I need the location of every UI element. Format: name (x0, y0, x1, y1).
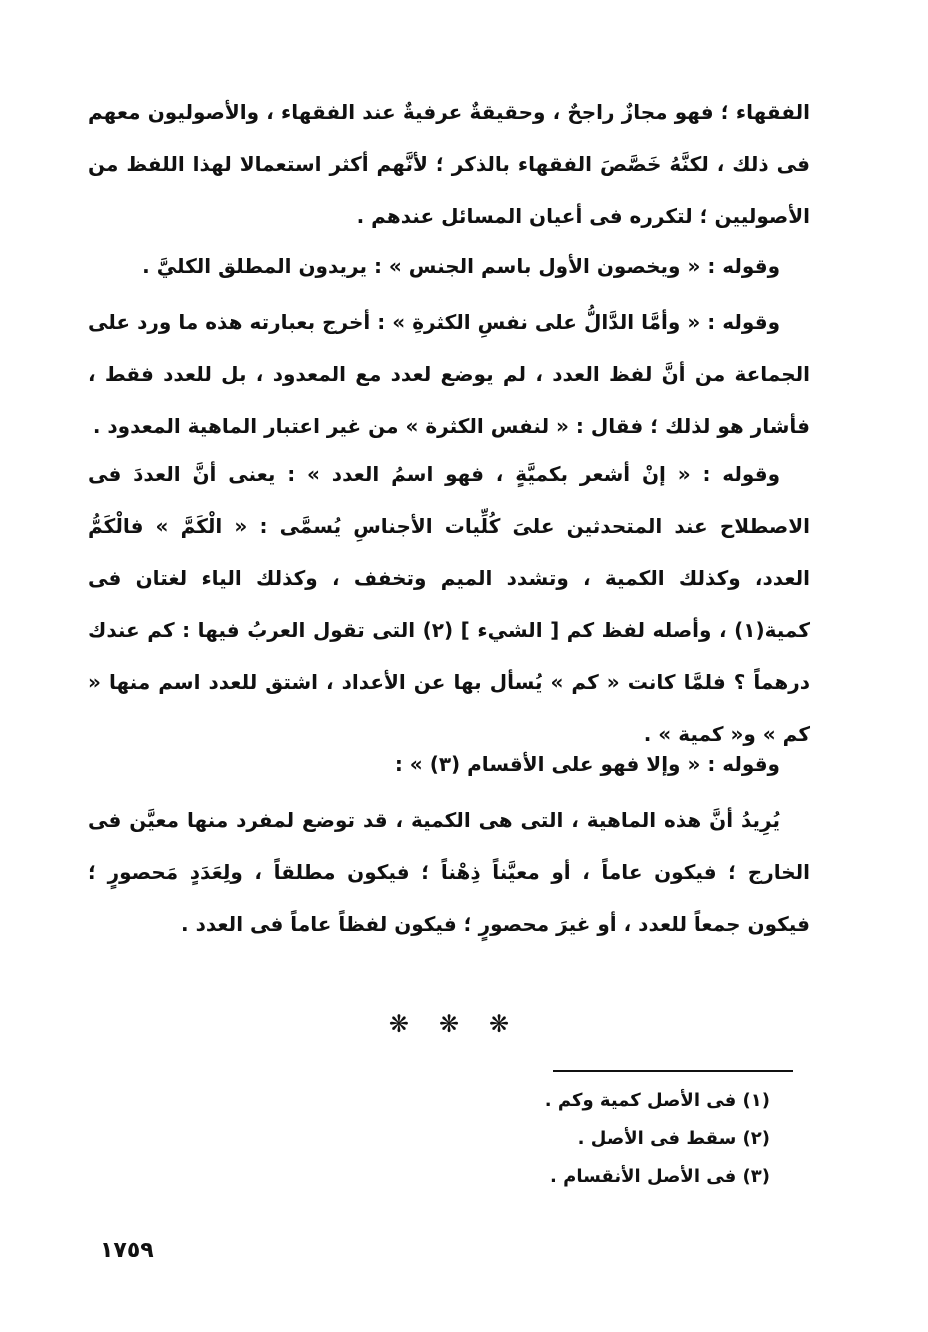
page-number: ١٧٥٩ (100, 1238, 154, 1263)
paragraph-6: يُرِيدُ أنَّ هذه الماهية ، التى هى الكمية ، قد توضع لمفرد منها معيَّن فى الخارج ؛ فيكون عاماً ، أو معيَّناً ذِهْناً ؛ فيكون مطلقاً ، ولِعَدَدٍ مَحصورٍ ؛ فيكون جمعاً للعدد ، أو غيرَ محصورٍ ؛ فيكون لفظاً عاماً فى العدد . (88, 808, 810, 936)
paragraph-1: الفقهاء ؛ فهو مجازٌ راجحٌ ، وحقيقةٌ عرفيةٌ عند الفقهاء ، والأصوليون معهم فى ذلك ، لكنَّهُ خَصَّصَ الفقهاء بالذكر ؛ لأنَّهم أكثر استعمالا لهذا اللفظ من الأصوليين ؛ لتكرره فى أعيان المسائل عندهم . (88, 100, 810, 228)
paragraph-4: وقوله : « إنْ أشعر بكميَّةٍ ، فهو اسمُ العدد » : يعنى أنَّ العددَ فى الاصطلاح عند المتحدثين علىَ كُلِّيات الأجناسِ يُسمَّى : « الْكَمَّ » فالْكَمُّ العدد، وكذلك الكمية ، وتشدد الميم وتخفف ، وكذلك الياء لغتان فى كمية(١) ، وأصله لفظ كم [ الشيء ] (٢) التى تقول العربُ فيها : كم عندك درهماً ؟ فلمَّا كانت « كم » يُسأل بها عن الأعداد ، اشتق للعدد اسم منها « كم » و« كمية » . (88, 462, 810, 746)
paragraph-5: وقوله : « وإلا فهو على الأقسام (٣) » : (394, 752, 780, 776)
footnotes (360, 1082, 770, 1196)
footnote-divider (553, 1070, 793, 1072)
main-text-6 (88, 794, 810, 950)
main-text-2 (88, 240, 810, 292)
footnote-1: (١) فى الأصل كمية وكم . (544, 1090, 770, 1111)
footnote-2: (٢) سقط فى الأصل . (577, 1128, 770, 1149)
main-text-3 (88, 296, 810, 452)
section-ornament: ❋❋❋ (388, 1010, 540, 1038)
main-text-4 (88, 448, 810, 760)
main-text (88, 86, 810, 242)
paragraph-2: وقوله : « ويخصون الأول باسم الجنس » : يريدون المطلق الكليَّ . (142, 254, 780, 278)
paragraph-3: وقوله : « وأمَّا الدَّالُّ على نفسِ الكثرةِ » : أخرج بعبارته هذه ما ورد على الجماعة من أنَّ لفظ العدد ، لم يوضع لعدد مع المعدود ، بل للعدد فقط ، فأشار هو لذلك ؛ فقال : « لنفس الكثرة » من غير اعتبار الماهية المعدود . (88, 310, 810, 438)
main-text-5 (88, 738, 810, 790)
footnote-3: (٣) فى الأصل الأنقسام . (550, 1166, 770, 1187)
